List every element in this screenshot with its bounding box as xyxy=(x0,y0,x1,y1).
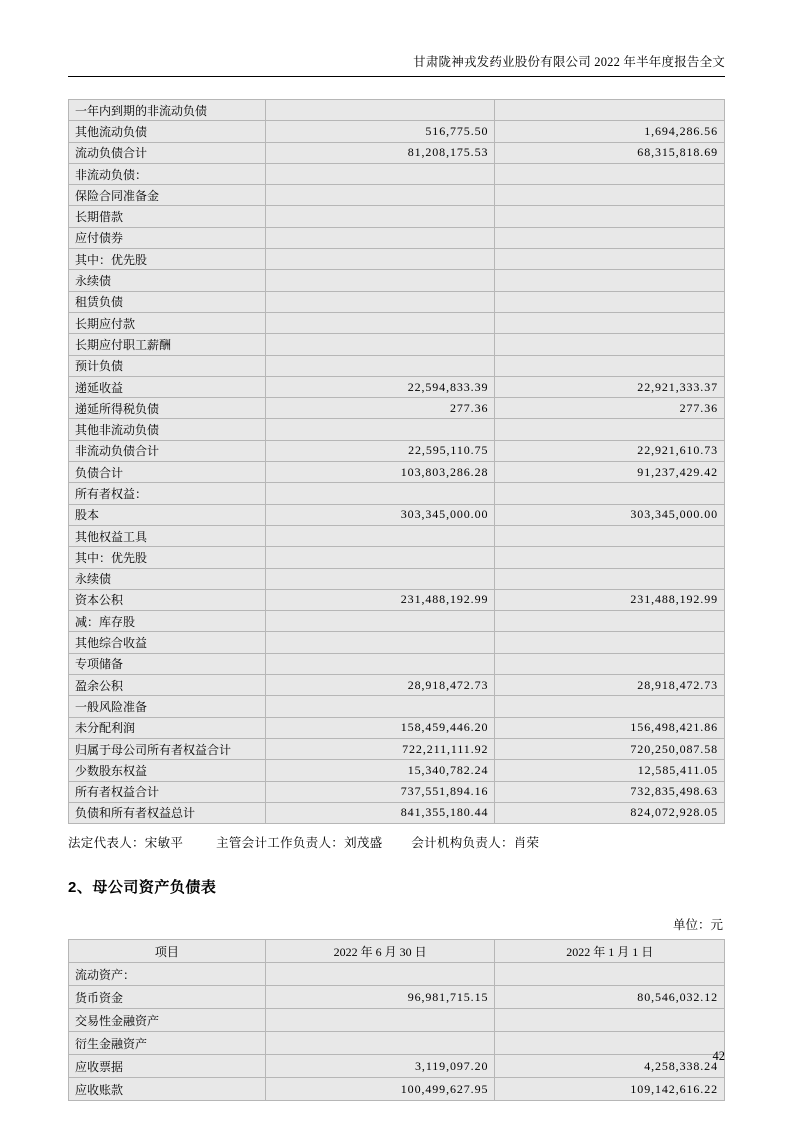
row-value-current xyxy=(265,100,495,121)
row-value-prior: 303,345,000.00 xyxy=(495,504,725,525)
row-value-current: 28,918,472.73 xyxy=(265,675,495,696)
row-label: 货币资金 xyxy=(69,986,266,1009)
row-value-prior xyxy=(495,963,725,986)
table-row xyxy=(69,121,725,142)
row-value-current xyxy=(265,653,495,674)
table-row xyxy=(69,1055,725,1078)
row-label: 流动负债合计 xyxy=(69,142,266,163)
row-value-current xyxy=(265,355,495,376)
row-label: 非流动负债： xyxy=(69,163,266,184)
row-value-prior: 156,498,421.86 xyxy=(495,717,725,738)
row-value-current xyxy=(265,611,495,632)
row-label: 保险合同准备金 xyxy=(69,185,266,206)
row-value-current xyxy=(265,632,495,653)
table2-head xyxy=(69,940,725,963)
table-row xyxy=(69,611,725,632)
row-value-current: 158,459,446.20 xyxy=(265,717,495,738)
table-row xyxy=(69,355,725,376)
row-value-current xyxy=(265,1032,495,1055)
row-value-current xyxy=(265,525,495,546)
row-value-prior xyxy=(495,185,725,206)
row-value-current: 737,551,894.16 xyxy=(265,781,495,802)
row-value-prior: 231,488,192.99 xyxy=(495,589,725,610)
row-label: 应收票据 xyxy=(69,1055,266,1078)
row-value-current xyxy=(265,696,495,717)
row-label: 未分配利润 xyxy=(69,717,266,738)
row-value-current xyxy=(265,483,495,504)
table-row xyxy=(69,717,725,738)
row-value-prior xyxy=(495,547,725,568)
row-label: 负债和所有者权益总计 xyxy=(69,802,266,823)
row-value-current: 231,488,192.99 xyxy=(265,589,495,610)
row-value-prior: 732,835,498.63 xyxy=(495,781,725,802)
table-row xyxy=(69,206,725,227)
row-label: 其他非流动负债 xyxy=(69,419,266,440)
row-value-prior xyxy=(495,568,725,589)
row-value-current xyxy=(265,568,495,589)
row-value-prior xyxy=(495,227,725,248)
table-row xyxy=(69,440,725,461)
row-value-current xyxy=(265,291,495,312)
row-label: 预计负债 xyxy=(69,355,266,376)
row-value-prior xyxy=(495,249,725,270)
row-value-prior xyxy=(495,525,725,546)
row-value-prior xyxy=(495,206,725,227)
row-value-current: 22,594,833.39 xyxy=(265,376,495,397)
table-row xyxy=(69,376,725,397)
row-value-current: 516,775.50 xyxy=(265,121,495,142)
table-row xyxy=(69,760,725,781)
row-value-prior: 68,315,818.69 xyxy=(495,142,725,163)
row-label: 长期借款 xyxy=(69,206,266,227)
row-value-current: 303,345,000.00 xyxy=(265,504,495,525)
row-value-prior: 80,546,032.12 xyxy=(495,986,725,1009)
row-label: 其中：优先股 xyxy=(69,249,266,270)
row-value-current: 841,355,180.44 xyxy=(265,802,495,823)
row-value-prior: 1,694,286.56 xyxy=(495,121,725,142)
row-value-current: 81,208,175.53 xyxy=(265,142,495,163)
column-header: 2022 年 1 月 1 日 xyxy=(495,940,725,963)
row-value-current xyxy=(265,185,495,206)
accounting-organization-head: 会计机构负责人：肖荣 xyxy=(411,836,540,851)
table-row xyxy=(69,653,725,674)
row-value-prior xyxy=(495,696,725,717)
row-label: 盈余公积 xyxy=(69,675,266,696)
table-header-row xyxy=(69,940,725,963)
row-value-current: 277.36 xyxy=(265,398,495,419)
table-row xyxy=(69,462,725,483)
table-row xyxy=(69,185,725,206)
page-header xyxy=(68,0,725,70)
table-row xyxy=(69,270,725,291)
row-label: 其他综合收益 xyxy=(69,632,266,653)
table2-body xyxy=(69,963,725,1101)
row-value-prior: 4,258,338.24 xyxy=(495,1055,725,1078)
row-value-current: 96,981,715.15 xyxy=(265,986,495,1009)
table-row xyxy=(69,227,725,248)
table-row xyxy=(69,696,725,717)
row-label: 少数股东权益 xyxy=(69,760,266,781)
row-value-prior xyxy=(495,163,725,184)
row-label: 永续债 xyxy=(69,270,266,291)
unit-label: 单位：元 xyxy=(672,918,723,933)
row-label: 递延收益 xyxy=(69,376,266,397)
table-row xyxy=(69,483,725,504)
table-row xyxy=(69,100,725,121)
table-row xyxy=(69,632,725,653)
row-label: 长期应付款 xyxy=(69,312,266,333)
column-header: 项目 xyxy=(69,940,266,963)
row-value-prior: 12,585,411.05 xyxy=(495,760,725,781)
accounting-head: 主管会计工作负责人：刘茂盛 xyxy=(216,836,383,851)
table-row xyxy=(69,398,725,419)
row-label: 应收账款 xyxy=(69,1078,266,1101)
row-label: 所有者权益合计 xyxy=(69,781,266,802)
row-label: 归属于母公司所有者权益合计 xyxy=(69,738,266,759)
table-row xyxy=(69,419,725,440)
row-label: 应付债券 xyxy=(69,227,266,248)
row-label: 递延所得税负债 xyxy=(69,398,266,419)
table-row xyxy=(69,738,725,759)
row-value-prior: 824,072,928.05 xyxy=(495,802,725,823)
row-value-prior: 22,921,333.37 xyxy=(495,376,725,397)
row-value-prior xyxy=(495,419,725,440)
table-row xyxy=(69,504,725,525)
row-label: 其他权益工具 xyxy=(69,525,266,546)
section-title: 2、母公司资产负债表 xyxy=(68,879,217,897)
row-label: 租赁负债 xyxy=(69,291,266,312)
row-value-current xyxy=(265,419,495,440)
column-header: 2022 年 6 月 30 日 xyxy=(265,940,495,963)
row-value-prior xyxy=(495,291,725,312)
table-row xyxy=(69,568,725,589)
row-value-current xyxy=(265,547,495,568)
row-value-current xyxy=(265,963,495,986)
row-label: 交易性金融资产 xyxy=(69,1009,266,1032)
header-divider xyxy=(68,76,725,77)
row-value-prior xyxy=(495,100,725,121)
table-row xyxy=(69,589,725,610)
row-value-current xyxy=(265,1009,495,1032)
table-row xyxy=(69,963,725,986)
row-value-current xyxy=(265,270,495,291)
header-title: 甘肃陇神戎发药业股份有限公司 2022 年半年度报告全文 xyxy=(413,55,725,69)
row-label: 非流动负债合计 xyxy=(69,440,266,461)
row-label: 一年内到期的非流动负债 xyxy=(69,100,266,121)
table-row xyxy=(69,1032,725,1055)
row-label: 其中：优先股 xyxy=(69,547,266,568)
table-row xyxy=(69,675,725,696)
row-label: 负债合计 xyxy=(69,462,266,483)
legal-representative: 法定代表人：宋敏平 xyxy=(68,836,184,851)
row-value-current: 103,803,286.28 xyxy=(265,462,495,483)
row-label: 长期应付职工薪酬 xyxy=(69,334,266,355)
table-row xyxy=(69,525,725,546)
row-label: 减：库存股 xyxy=(69,611,266,632)
row-label: 一般风险准备 xyxy=(69,696,266,717)
row-value-current xyxy=(265,163,495,184)
row-value-prior: 22,921,610.73 xyxy=(495,440,725,461)
table-row xyxy=(69,163,725,184)
row-value-prior xyxy=(495,632,725,653)
row-value-current xyxy=(265,249,495,270)
row-value-current xyxy=(265,206,495,227)
row-value-current xyxy=(265,334,495,355)
row-value-prior: 109,142,616.22 xyxy=(495,1078,725,1101)
table-row xyxy=(69,312,725,333)
row-label: 衍生金融资产 xyxy=(69,1032,266,1055)
table-row xyxy=(69,334,725,355)
balance-sheet-continuation-table xyxy=(68,99,725,824)
row-label: 专项储备 xyxy=(69,653,266,674)
row-value-prior xyxy=(495,334,725,355)
row-label: 所有者权益： xyxy=(69,483,266,504)
row-value-prior: 28,918,472.73 xyxy=(495,675,725,696)
row-value-current: 722,211,111.92 xyxy=(265,738,495,759)
row-label: 资本公积 xyxy=(69,589,266,610)
row-value-prior xyxy=(495,270,725,291)
row-label: 流动资产： xyxy=(69,963,266,986)
row-value-current: 15,340,782.24 xyxy=(265,760,495,781)
signature-line xyxy=(68,833,725,851)
table1-body xyxy=(69,100,725,824)
row-value-prior xyxy=(495,355,725,376)
row-value-prior xyxy=(495,483,725,504)
row-value-prior xyxy=(495,1032,725,1055)
row-value-prior xyxy=(495,1009,725,1032)
row-value-prior xyxy=(495,653,725,674)
row-value-current xyxy=(265,227,495,248)
row-value-prior: 91,237,429.42 xyxy=(495,462,725,483)
row-value-current xyxy=(265,312,495,333)
row-value-current: 100,499,627.95 xyxy=(265,1078,495,1101)
row-value-current: 22,595,110.75 xyxy=(265,440,495,461)
table-row xyxy=(69,249,725,270)
row-label: 股本 xyxy=(69,504,266,525)
balance-sheet-continuation-table-wrap xyxy=(68,99,725,824)
parent-balance-sheet-table xyxy=(68,939,725,1101)
row-value-prior xyxy=(495,611,725,632)
row-label: 其他流动负债 xyxy=(69,121,266,142)
table-row xyxy=(69,291,725,312)
row-value-prior xyxy=(495,312,725,333)
row-label: 永续债 xyxy=(69,568,266,589)
table-row xyxy=(69,1078,725,1101)
row-value-prior: 720,250,087.58 xyxy=(495,738,725,759)
row-value-current: 3,119,097.20 xyxy=(265,1055,495,1078)
row-value-prior: 277.36 xyxy=(495,398,725,419)
page-number: 42 xyxy=(712,1049,725,1063)
table-row xyxy=(69,1009,725,1032)
table-row xyxy=(69,802,725,823)
table-row xyxy=(69,142,725,163)
parent-balance-sheet-table-wrap xyxy=(68,939,725,1101)
table-row xyxy=(69,547,725,568)
table-row xyxy=(69,986,725,1009)
table-row xyxy=(69,781,725,802)
